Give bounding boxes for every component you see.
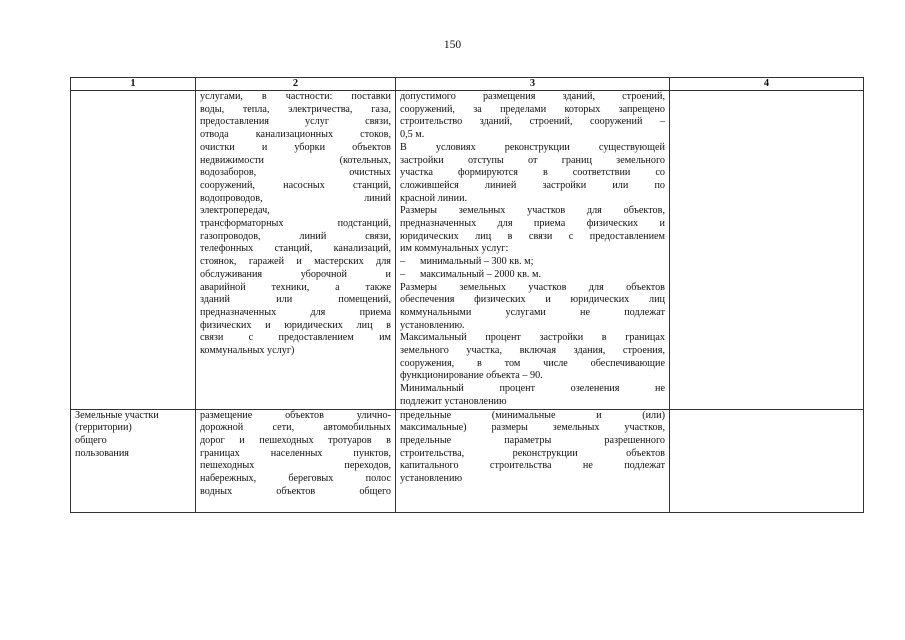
- text-line: сооружения, в том числе обеспечивающие: [400, 357, 665, 369]
- text-line: предоставления услуг связи,: [200, 116, 391, 128]
- text-line: максимальные) размеры земельных участков,: [400, 422, 665, 434]
- list-item-text: минимальный – 300 кв. м;: [420, 256, 534, 268]
- text-line: предназначенных для приема: [200, 306, 391, 318]
- text-line: границах населенных пунктов,: [200, 447, 391, 459]
- list-item: [400, 256, 665, 269]
- row1-notes-cell: [670, 91, 864, 410]
- page-number: 150: [443, 39, 462, 51]
- row2-permitted-use-cell: [196, 409, 396, 512]
- row1-parameters-cell: [396, 91, 670, 410]
- text-line: дорог и пешеходных тротуаров в: [200, 434, 391, 446]
- text-line: телефонных станций, канализаций,: [200, 243, 391, 255]
- text-line: физических и юридических лиц в: [200, 319, 391, 331]
- row1-permitted-use-cell: [196, 91, 396, 410]
- column-header-3: 3: [396, 78, 670, 91]
- column-header-1: 1: [71, 78, 196, 91]
- text-line: строительства, реконструкции объектов: [400, 447, 665, 459]
- text-line: сооружений, за пределами которых запрещено: [400, 103, 665, 115]
- text-line: земельного участка, включая здания, строения,: [400, 345, 665, 357]
- text-line: услугами, в частности: поставки: [200, 91, 391, 102]
- list-item-text: максимальный – 2000 кв. м.: [420, 268, 541, 280]
- text-line: набережных, береговых полос: [200, 473, 391, 485]
- dash-bullet: –: [400, 268, 406, 280]
- text-line: стоянок, гаражей и мастерских для: [200, 256, 391, 268]
- text-line: обслуживания уборочной и: [200, 268, 391, 280]
- row2-land-type-cell: [71, 409, 196, 512]
- text-line: Земельные участки: [75, 409, 159, 421]
- text-line: допустимого размещения зданий, строений,: [400, 91, 665, 102]
- table-row: [71, 91, 864, 410]
- text-line: функционирование объекта – 90.: [400, 370, 543, 382]
- text-line: им коммунальных услуг:: [400, 243, 509, 255]
- text-line: общего: [75, 434, 107, 446]
- text-line: газопроводов, линий связи,: [200, 230, 391, 242]
- text-line: установлению.: [400, 319, 465, 331]
- text-line: строительство зданий, строений, сооружений –: [400, 116, 665, 128]
- dash-bullet: –: [400, 256, 406, 268]
- text-line: Максимальный процент застройки в границах: [400, 332, 665, 344]
- text-line: участка формируются в соответствии со: [400, 167, 665, 179]
- text-line: Минимальный процент озеленения не: [400, 383, 665, 395]
- row1-land-type-cell: [71, 91, 196, 410]
- row2-notes-cell: [670, 409, 864, 512]
- text-line: водозаборов, очистных: [200, 167, 391, 179]
- text-line: пешеходных переходов,: [200, 460, 391, 472]
- text-line: юридических лиц в связи с предоставлением: [400, 230, 665, 242]
- text-line: отвода канализационных стоков,: [200, 129, 391, 141]
- text-line: В условиях реконструкции существующей: [400, 141, 665, 153]
- text-line: предназначенных для приема физических и: [400, 218, 665, 230]
- text-line: Размеры земельных участков для объектов,: [400, 205, 665, 217]
- regulations-table: [70, 77, 864, 513]
- text-line: аварийной техники, а также: [200, 281, 391, 293]
- text-line: недвижимости (котельных,: [200, 154, 391, 166]
- text-line: коммунальными услугами не подлежат: [400, 306, 665, 318]
- text-line: застройки отступы от границ земельного: [400, 154, 665, 166]
- text-line: предельные параметры разрешенного: [400, 434, 665, 446]
- text-line: водных объектов общего: [200, 485, 391, 497]
- column-header-2: 2: [196, 78, 396, 91]
- text-line: дорожной сети, автомобильных: [200, 422, 391, 434]
- text-line: сложившейся линией застройки или по: [400, 179, 665, 191]
- text-line: зданий или помещений,: [200, 294, 391, 306]
- text-line: пользования: [75, 447, 129, 459]
- list-item: [400, 269, 665, 282]
- text-line: (территории): [75, 422, 132, 434]
- text-line: размещение объектов улично-: [200, 409, 391, 421]
- text-line: сооружений, насосных станций,: [200, 179, 391, 191]
- text-line: воды, тепла, электричества, газа,: [200, 103, 391, 115]
- table-header-row: [71, 78, 864, 91]
- text-line: подлежит установлению: [400, 395, 507, 407]
- text-line: капитального строительства не подлежат: [400, 460, 665, 472]
- text-line: электропередач,: [200, 205, 270, 217]
- text-line: установлению: [400, 473, 463, 485]
- text-line: Размеры земельных участков для объектов: [400, 281, 665, 293]
- text-line: 0,5 м.: [400, 129, 425, 141]
- text-line: коммунальных услуг): [200, 345, 295, 357]
- text-line: трансформаторных подстанций,: [200, 218, 391, 230]
- row2-parameters-cell: [396, 409, 670, 512]
- text-line: водопроводов, линий: [200, 192, 391, 204]
- text-line: связи с предоставлением им: [200, 332, 391, 344]
- text-line: очистки и уборки объектов: [200, 141, 391, 153]
- text-line: обеспечения физических и юридических лиц: [400, 294, 665, 306]
- text-line: красной линии.: [400, 192, 468, 204]
- text-line: предельные (минимальные и (или): [400, 409, 665, 421]
- column-header-4: 4: [670, 78, 864, 91]
- table-row: [71, 409, 864, 512]
